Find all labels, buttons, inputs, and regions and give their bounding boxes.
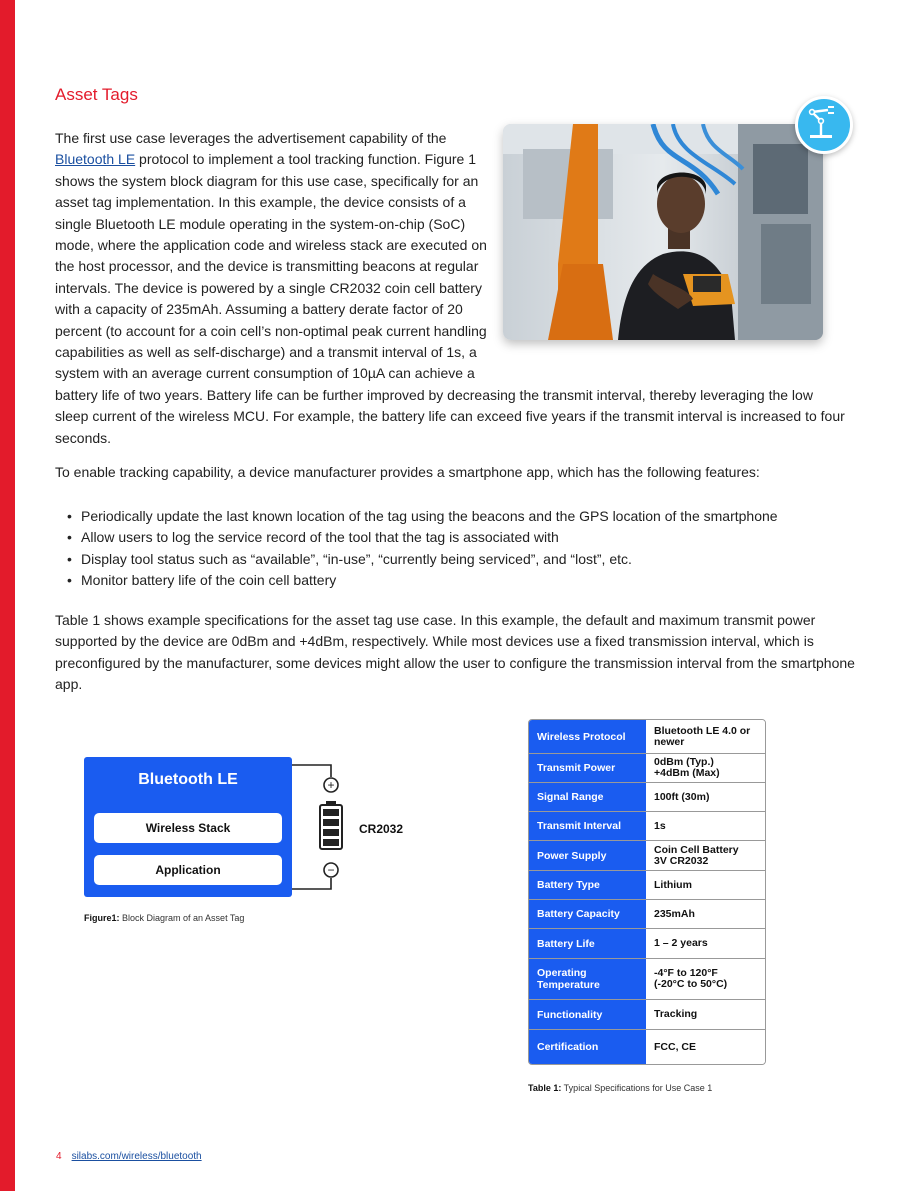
table-row — [529, 929, 765, 959]
spec-value: 235mAh — [646, 900, 765, 929]
table-row — [529, 841, 765, 871]
spec-value: Coin Cell Battery 3V CR2032 — [646, 841, 765, 871]
spec-key: Transmit Interval — [529, 812, 646, 841]
spec-key: Battery Life — [529, 929, 646, 959]
spec-value: -4°F to 120°F (-20°C to 50°C) — [646, 959, 765, 1000]
application-block: Application — [94, 855, 282, 885]
spec-key: Power Supply — [529, 841, 646, 871]
minus-sign: − — [327, 863, 335, 877]
table-row — [529, 1030, 765, 1064]
spec-key: Transmit Power — [529, 754, 646, 783]
table-caption — [528, 1083, 712, 1093]
spec-value: 100ft (30m) — [646, 783, 765, 812]
wireless-stack-block: Wireless Stack — [94, 813, 282, 843]
figure-caption-text: Block Diagram of an Asset Tag — [119, 913, 245, 923]
spec-key: Operating Temperature — [529, 959, 646, 1000]
features-intro-paragraph: To enable tracking capability, a device manufacturer provides a smartphone app, which has the following features: — [55, 464, 760, 480]
table-row — [529, 959, 765, 1000]
spec-key: Signal Range — [529, 783, 646, 812]
spec-key: Functionality — [529, 1000, 646, 1030]
battery-wiring — [292, 757, 362, 902]
spec-value: Lithium — [646, 871, 765, 900]
footer-url-link[interactable]: silabs.com/wireless/bluetooth — [71, 1151, 202, 1162]
list-item: • Allow users to log the service record of the tool that the tag is associated with — [55, 527, 778, 548]
diagram-title: Bluetooth LE — [138, 771, 238, 788]
spec-value: FCC, CE — [646, 1030, 765, 1064]
list-item: • Monitor battery life of the coin cell battery — [55, 570, 778, 591]
figure-caption — [84, 913, 244, 923]
features-list — [55, 506, 778, 592]
section-title: Asset Tags — [55, 85, 138, 104]
intro-text-rest: protocol to implement a tool tracking function. Figure 1 shows the system block diagram for this use case, specifically for an asset tag implementation. In this example, the device consists of a single Bluetooth LE module operating in the system-on-chip (SoC) mode, where the application code and wireless stack are executed on the host processor, and the device is transmitting beacons at regular intervals. The device is powered by a single CR2032 coin cell battery with a capacity of 235mAh. Assuming a battery derate factor of 20 percent (to account for a coin cell’s non-optimal peak current handling capabilities as well as self-discharge) and a transmit interval of 1s, a system with an average current consumption of 10µA can achieve a battery life of two years. Battery life can be further improved by decreasing the transmit interval, thereby leveraging the low sleep current of the wireless MCU. For example, the battery life can exceed five years if the transmit interval is increased to four seconds. — [55, 151, 845, 446]
table-caption-text: Typical Specifications for Use Case 1 — [561, 1083, 713, 1093]
list-item: • Display tool status such as “available”, “in-use”, “currently being serviced”, and “lost”, etc. — [55, 549, 778, 570]
bluetooth-le-block — [84, 757, 292, 897]
table-row — [529, 1000, 765, 1030]
table-row — [529, 720, 765, 754]
table-caption-label: Table 1: — [528, 1083, 562, 1093]
spec-value: 0dBm (Typ.) +4dBm (Max) — [646, 754, 765, 783]
spec-key: Certification — [529, 1030, 646, 1064]
page-footer — [56, 1151, 202, 1162]
spec-key: Battery Capacity — [529, 900, 646, 929]
spec-table — [528, 719, 766, 1065]
battery-label: CR2032 — [359, 822, 404, 836]
list-item: • Periodically update the last known location of the tag using the beacons and the GPS location of the smartphone — [55, 506, 778, 527]
table-intro-paragraph: Table 1 shows example specifications for the asset tag use case. In this example, the default and maximum transmit power supported by the device are 0dBm and +4dBm, respectively. While most devices use a fixed transmission interval, which is preconfigured by the manufacturer, some devices might allow the user to configure the transmission interval from the smartphone app. — [55, 612, 855, 693]
intro-paragraph — [55, 128, 845, 449]
intro-text-start: The first use case leverages the advertisement capability of the — [55, 130, 447, 146]
bluetooth-le-link[interactable]: Bluetooth LE — [55, 151, 136, 168]
plus-sign: + — [327, 778, 335, 792]
photo-container — [503, 124, 845, 370]
table-row — [529, 754, 765, 783]
table-row — [529, 783, 765, 812]
spec-value: 1s — [646, 812, 765, 841]
spec-key: Wireless Protocol — [529, 720, 646, 754]
page-number: 4 — [56, 1151, 62, 1162]
technician-photo — [503, 124, 823, 340]
spec-key: Battery Type — [529, 871, 646, 900]
robot-arm-icon — [795, 96, 853, 154]
battery-icon — [320, 801, 342, 849]
left-accent-bar — [0, 0, 15, 1191]
table-row — [529, 871, 765, 900]
block-diagram — [84, 757, 414, 902]
spec-value: Bluetooth LE 4.0 or newer — [646, 720, 765, 754]
spec-value: Tracking — [646, 1000, 765, 1030]
table-row — [529, 812, 765, 841]
table-row — [529, 900, 765, 929]
figure-caption-label: Figure1: — [84, 913, 120, 923]
spec-value: 1 – 2 years — [646, 929, 765, 959]
